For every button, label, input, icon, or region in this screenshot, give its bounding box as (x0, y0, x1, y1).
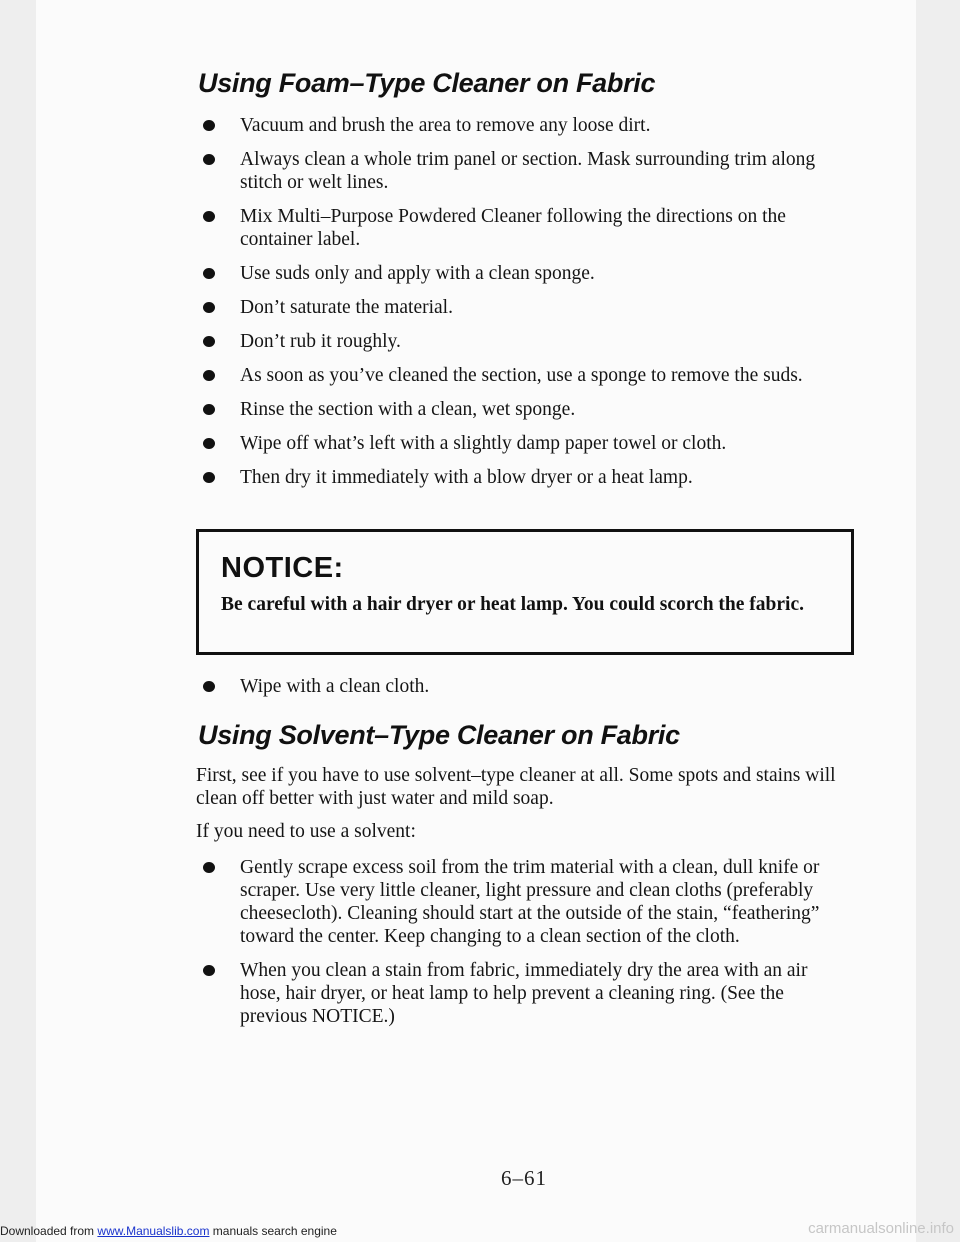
list-item (196, 148, 816, 194)
list-item-text: Wipe with a clean cloth. (240, 676, 430, 697)
notice-box (196, 529, 854, 655)
bullet-icon (203, 472, 215, 483)
section-heading-solvent-cleaner: Using Solvent–Type Cleaner on Fabric (198, 720, 680, 750)
list-item-text: Gently scrape excess soil from the trim material with a clean, dull knife or scraper. Use very little cleaner, light pressure and clean cloths (preferably cheesecloth). Cleaning should start at the outside of the stain, “feathering” toward the center. Keep changing to a clean section of the cloth. (240, 857, 820, 947)
bullet-icon (203, 211, 215, 222)
list-item (196, 205, 816, 251)
list-item-text: Then dry it immediately with a blow dryer or a heat lamp. (240, 467, 693, 488)
list-item (196, 114, 816, 137)
list-item-text: Rinse the section with a clean, wet sponge. (240, 399, 576, 420)
bullet-icon (203, 336, 215, 347)
list-item (196, 432, 816, 455)
bullet-icon (203, 681, 215, 692)
bullet-icon (203, 302, 215, 313)
bullet-icon (203, 862, 215, 873)
page-number: 6–61 (501, 1166, 547, 1190)
list-item-text: Always clean a whole trim panel or section. Mask surrounding trim along stitch or welt lines. (240, 149, 816, 193)
bullet-icon (203, 438, 215, 449)
bullet-icon (203, 404, 215, 415)
foam-cleaner-final-step-list (196, 675, 816, 698)
list-item (196, 398, 816, 421)
bullet-icon (203, 120, 215, 131)
list-item-text: Use suds only and apply with a clean sponge. (240, 263, 595, 284)
footer-prefix: Downloaded from (0, 1224, 95, 1238)
solvent-cleaner-steps-list (196, 856, 836, 1039)
list-item (196, 856, 836, 948)
foam-cleaner-steps-list (196, 114, 816, 500)
list-item-text: When you clean a stain from fabric, immediately dry the area with an air hose, hair dryer, or heat lamp to help prevent a cleaning ring. (See the previous NOTICE.) (240, 960, 808, 1027)
manualslib-link[interactable]: www.Manualslib.com (97, 1224, 210, 1238)
list-item-text: Vacuum and brush the area to remove any loose dirt. (240, 115, 651, 136)
footer-suffix: manuals search engine (212, 1224, 337, 1238)
list-item (196, 262, 816, 285)
download-footer (0, 1224, 337, 1238)
list-item (196, 330, 816, 353)
list-item (196, 466, 816, 489)
list-item (196, 959, 836, 1028)
solvent-intro-paragraph: First, see if you have to use solvent–type cleaner at all. Some spots and stains will clean off better with just water and mild soap. (196, 765, 836, 809)
solvent-condition-paragraph: If you need to use a solvent: (196, 821, 416, 842)
section-heading-foam-cleaner: Using Foam–Type Cleaner on Fabric (198, 68, 656, 98)
notice-title: NOTICE: (221, 552, 344, 584)
notice-text: Be careful with a hair dryer or heat lamp. You could scorch the fabric. (221, 594, 804, 615)
list-item (196, 296, 816, 319)
bullet-icon (203, 154, 215, 165)
list-item (196, 675, 816, 698)
list-item (196, 364, 816, 387)
manual-page (36, 0, 916, 1242)
list-item-text: Mix Multi–Purpose Powdered Cleaner following the directions on the container label. (240, 206, 786, 250)
bullet-icon (203, 268, 215, 279)
watermark-text: carmanualsonline.info (808, 1220, 954, 1237)
list-item-text: Don’t saturate the material. (240, 297, 453, 318)
bullet-icon (203, 965, 215, 976)
bullet-icon (203, 370, 215, 381)
list-item-text: Don’t rub it roughly. (240, 331, 401, 352)
list-item-text: Wipe off what’s left with a slightly damp paper towel or cloth. (240, 433, 727, 454)
list-item-text: As soon as you’ve cleaned the section, use a sponge to remove the suds. (240, 365, 803, 386)
